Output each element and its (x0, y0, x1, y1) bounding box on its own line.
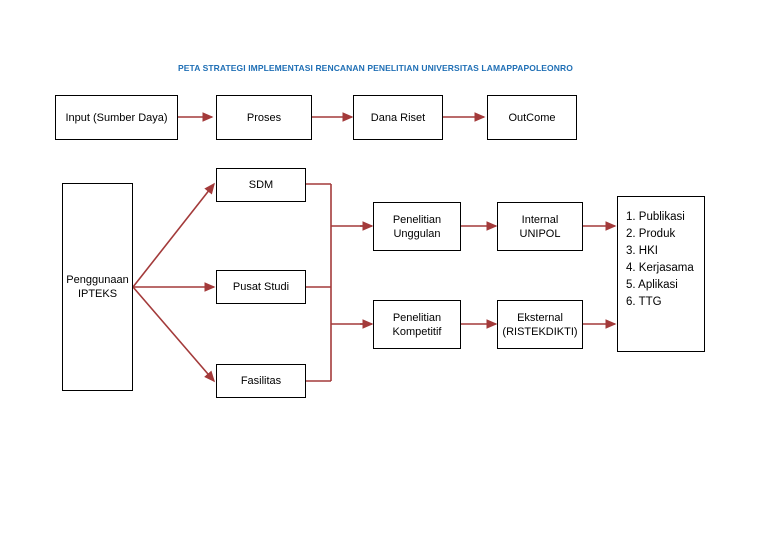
node-pusat-studi: Pusat Studi (216, 270, 306, 304)
node-outcome: OutCome (487, 95, 577, 140)
output-item: 4. Kerjasama (626, 262, 694, 274)
node-proses: Proses (216, 95, 312, 140)
output-item: 6. TTG (626, 296, 662, 308)
node-input: Input (Sumber Daya) (55, 95, 178, 140)
node-fasilitas: Fasilitas (216, 364, 306, 398)
output-item: 1. Publikasi (626, 211, 685, 223)
node-eksternal-ristekdikti: Eksternal (RISTEKDIKTI) (497, 300, 583, 349)
node-sdm: SDM (216, 168, 306, 202)
node-outputs-list (617, 196, 705, 352)
node-internal-unipol: Internal UNIPOL (497, 202, 583, 251)
output-item: 3. HKI (626, 245, 658, 257)
diagram-title: PETA STRATEGI IMPLEMENTASI RENCANAN PENELITIAN UNIVERSITAS LAMAPPAPOLEONRO (178, 63, 573, 73)
output-item: 2. Produk (626, 228, 676, 240)
node-penelitian-unggulan: Penelitian Unggulan (373, 202, 461, 251)
node-penelitian-kompetitif: Penelitian Kompetitif (373, 300, 461, 349)
node-dana-riset: Dana Riset (353, 95, 443, 140)
output-item: 5. Aplikasi (626, 279, 678, 291)
node-penggunaan-ipteks: Penggunaan IPTEKS (62, 183, 133, 391)
